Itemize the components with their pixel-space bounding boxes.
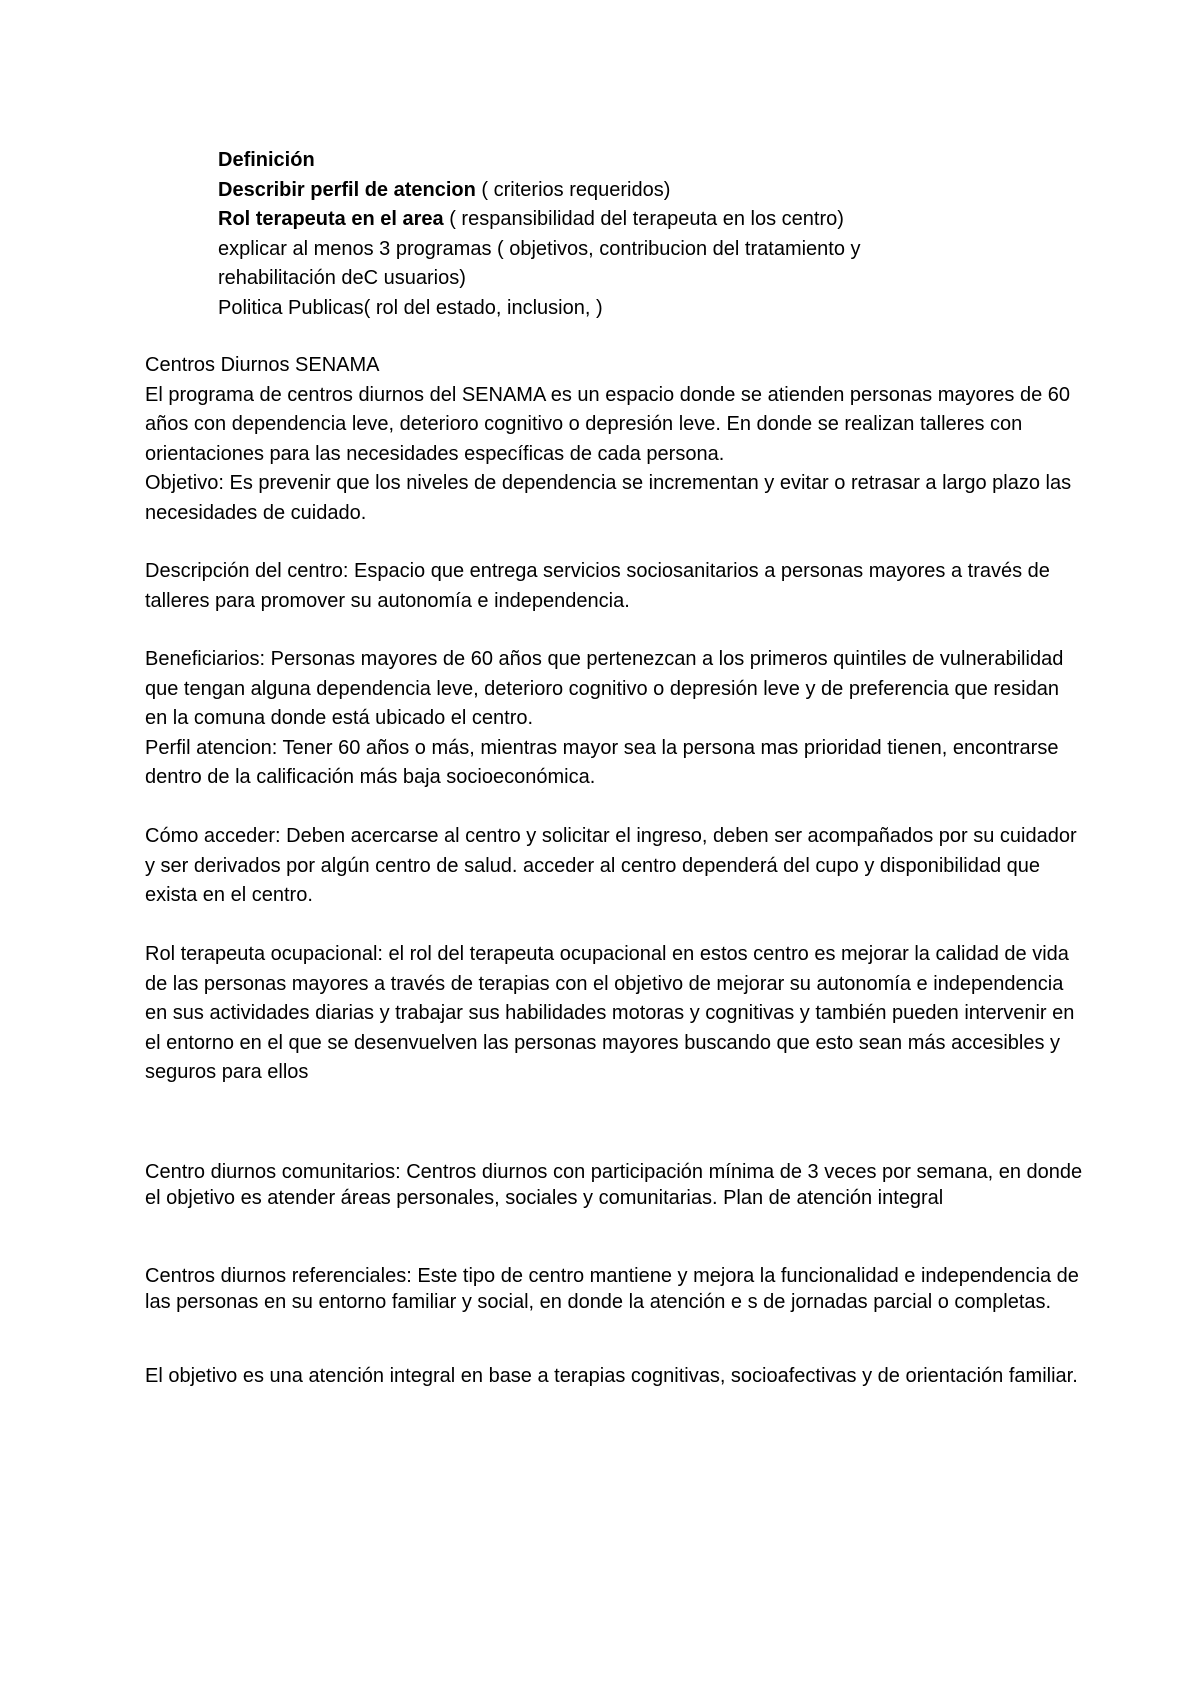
rol-text: Rol terapeuta ocupacional: el rol del terapeuta ocupacional en estos centro es mejorar la calidad de vida de las personas mayores a través de terapias con el objetivo de mejorar su autonomía e independencia en sus actividades diarias y trabajar sus habilidades motoras y cognitivas y también pueden intervenir en el entorno en el que se desenvuelven las personas mayores buscando que esto sean más accesibles y seguros para ellos <box>145 943 1075 1083</box>
outline-programas-1: explicar al menos 3 programas ( objetivos, contribucion del tratamiento y <box>218 237 861 260</box>
senama-beneficiarios-block <box>145 645 1085 793</box>
referenciales-block <box>145 1264 1085 1315</box>
descripcion-text: Descripción del centro: Espacio que entrega servicios sociosanitarios a personas mayores a través de talleres para promover su autonomía e independencia. <box>145 560 1050 612</box>
comunitarios-text: Centro diurnos comunitarios: Centros diurnos con participación mínima de 3 veces por semana, en donde el objetivo es atender áreas personales, sociales y comunitarias. Plan de atención integral <box>145 1161 1083 1209</box>
outline-perfil-bold: Describir perfil de atencion <box>218 178 476 201</box>
comunitarios-block <box>145 1160 1085 1211</box>
outline-rol <box>218 205 1078 235</box>
outline-perfil-rest: ( criterios requeridos) <box>475 178 671 201</box>
perfil-text: Perfil atencion: Tener 60 años o más, mientras mayor sea la persona mas prioridad tienen, encontrarse dentro de la calificación más baja socioeconómica. <box>145 736 1059 788</box>
senama-intro-block <box>145 351 1085 528</box>
senama-descripcion <box>145 557 1085 616</box>
senama-rol <box>145 940 1085 1088</box>
outline-definicion: Definición <box>218 149 315 171</box>
senama-heading: Centros Diurnos SENAMA <box>145 354 380 376</box>
outline-rol-bold: Rol terapeuta en el area <box>218 208 444 230</box>
senama-acceder <box>145 822 1085 911</box>
beneficiarios-text: Beneficiarios: Personas mayores de 60 años que pertenezcan a los primeros quintiles de vulnerabilidad que tengan alguna dependencia leve, deterioro cognitivo o depresión leve y de preferencia que residan en la comuna donde está ubicado el centro. <box>145 648 1064 729</box>
outline-rol-rest: ( respansibilidad del terapeuta en los centro) <box>443 208 844 230</box>
acceder-text: Cómo acceder: Deben acercarse al centro y solicitar el ingreso, deben ser acompañados por su cuidador y ser derivados por algún centro de salud. acceder al centro dependerá del cupo y disponibilidad que exista en el centro. <box>145 825 1077 906</box>
senama-objetivo: Objetivo: Es prevenir que los niveles de dependencia se incrementan y evitar o retrasar a largo plazo las necesidades de cuidado. <box>145 472 1072 524</box>
assignment-outline <box>218 146 1078 323</box>
referenciales-text: Centros diurnos referenciales: Este tipo de centro mantiene y mejora la funcionalidad e independencia de las personas en su entorno familiar y social, en donde la atención e s de jornadas parcial o completas. <box>145 1265 1079 1313</box>
outline-politica: Politica Publicas( rol del estado, inclusion, ) <box>218 296 603 319</box>
outline-programas-2: rehabilitación deC usuarios) <box>218 267 466 289</box>
referenciales-objetivo-block <box>145 1364 1085 1390</box>
senama-intro: El programa de centros diurnos del SENAMA es un espacio donde se atienden personas mayores de 60 años con dependencia leve, deterioro cognitivo o depresión leve. En donde se realizan talleres con orientaciones para las necesidades específicas de cada persona. <box>145 383 1070 465</box>
referenciales-objetivo-text: El objetivo es una atención integral en base a terapias cognitivas, socioafectivas y de orientación familiar. <box>145 1365 1078 1387</box>
outline-perfil <box>218 176 1078 206</box>
